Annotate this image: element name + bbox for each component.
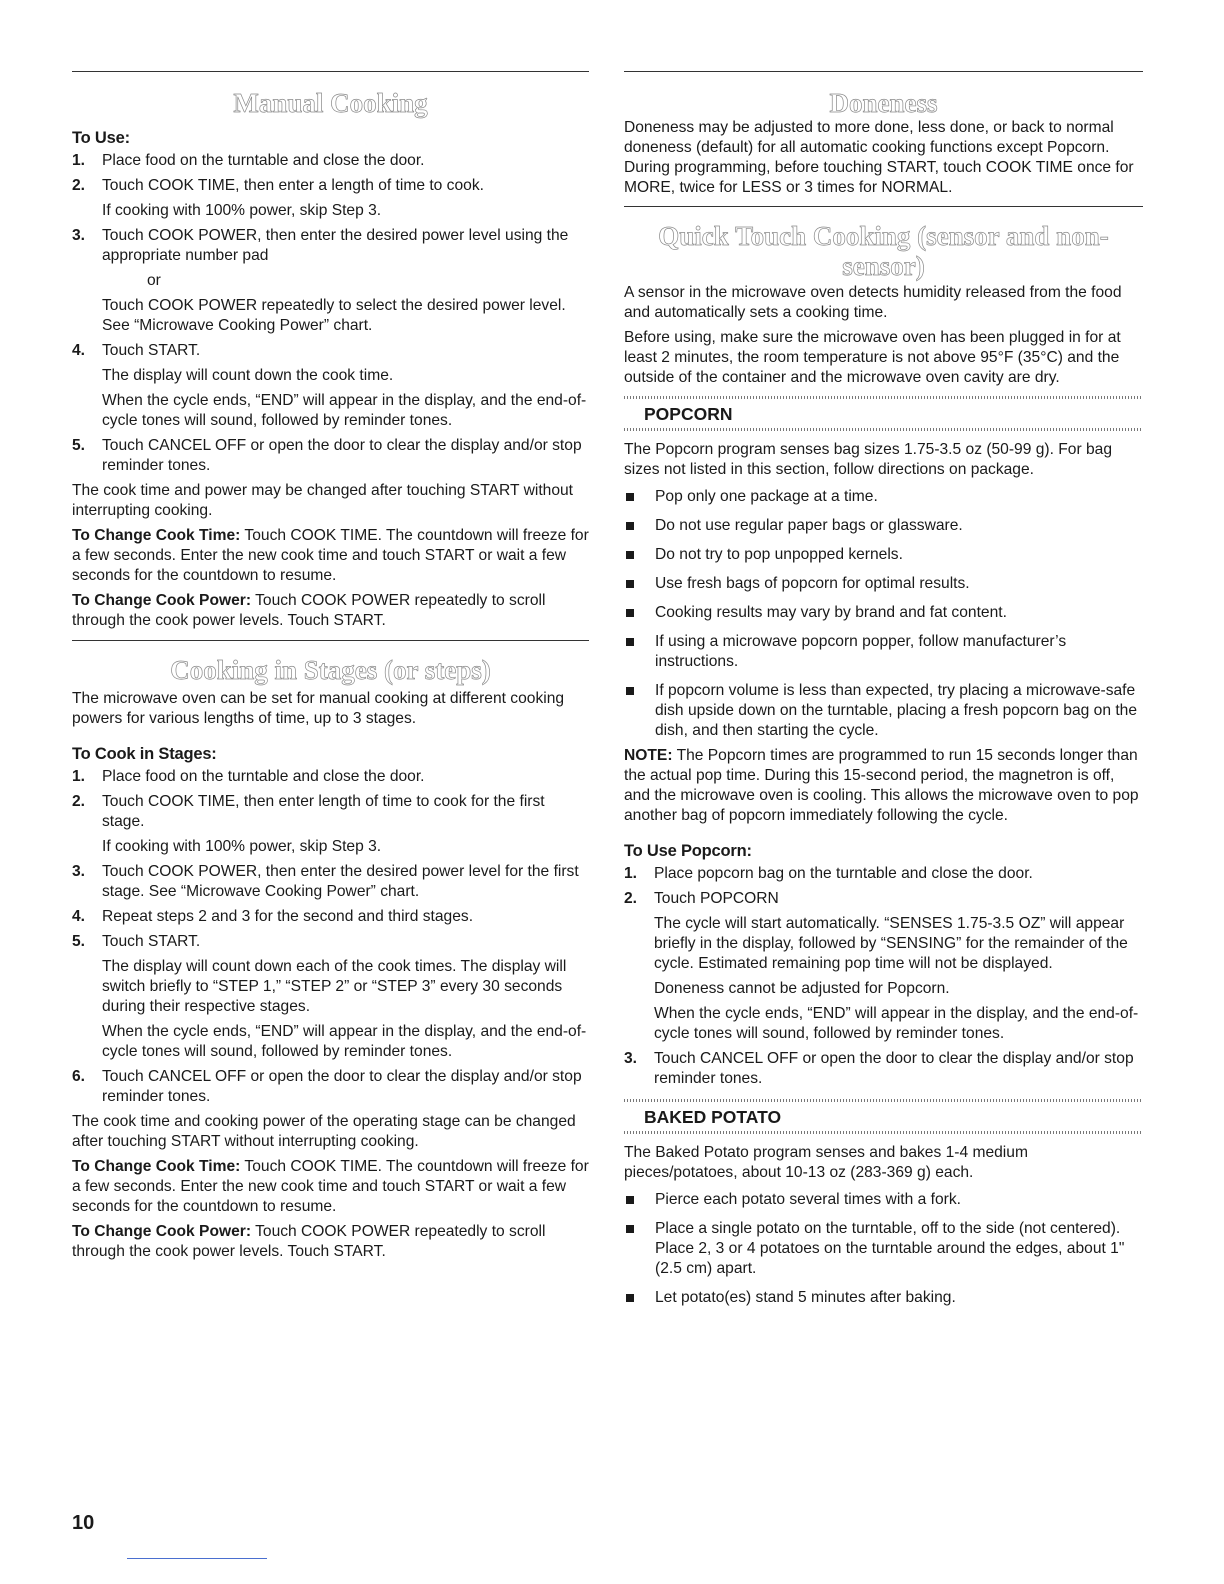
popcorn-steps-list [624,864,1143,1089]
cooking-in-stages-title: Cooking in Stages (or steps) [170,655,491,685]
section-divider [72,640,589,641]
list-item: 2. Touch COOK TIME, then enter length of time to cook for the first stage. If cooking with 100% power, skip Step 3. [72,793,545,855]
section-divider [624,71,1143,72]
paragraph: To Change Cook Time: Touch COOK TIME. The countdown will freeze for a few seconds. Enter the new cook time and touch START or wait a few seconds for the countdown to resume. [72,1158,589,1215]
list-item: Do not try to pop unpopped kernels. [624,545,1143,565]
dotted-divider [624,428,1143,431]
popcorn-heading: POPCORN [644,404,733,424]
section-divider [72,71,589,72]
paragraph: The Popcorn program senses bag sizes 1.75-3.5 oz (50-99 g). For bag sizes not listed in this section, follow directions on package. [624,441,1112,478]
paragraph: The Baked Potato program senses and bakes 1-4 medium pieces/potatoes, about 10-13 oz (283-369 g) each. [624,1144,1028,1181]
list-item: 2. Touch COOK TIME, then enter a length of time to cook. If cooking with 100% power, skip Step 3. [72,177,484,219]
list-item: 1. Place food on the turntable and close the door. [72,152,425,169]
list-item: 5. Touch CANCEL OFF or open the door to clear the display and/or stop reminder tones. [72,437,582,474]
doneness-title: Doneness [829,88,938,118]
right-column [624,71,1143,1317]
list-item: Use fresh bags of popcorn for optimal results. [624,574,1143,594]
bullet-icon [626,609,634,617]
list-item: Cooking results may vary by brand and fat content. [624,603,1143,623]
left-column [72,71,589,1267]
page-number: 10 [72,1512,95,1534]
stages-steps-list [72,767,589,1107]
footer-line [127,1558,267,1559]
list-item: 5. Touch START. The display will count down each of the cook times. The display will switch briefly to “STEP 1,” “STEP 2” or “STEP 3” every 30 seconds during their respective stages. When the cycle ends, “END” will appear in the display, and the end-of-cycle tones will sound, followed by reminder tones. [72,933,587,1060]
list-item: 3. Touch COOK POWER, then enter the desired power level for the first stage. See “Microwave Cooking Power” chart. [72,863,579,900]
list-item: 2. Touch POPCORN The cycle will start automatically. “SENSES 1.75-3.5 OZ” will appear briefly in the display, followed by “SENSING” for the remainder of the cycle. Estimated remaining pop time will not be displayed. Doneness cannot be adjusted for Popcorn. When the cycle ends, “END” will appear in the display, and the end-of-cycle tones will sound, followed by reminder tones. [624,890,1139,1042]
bullet-icon [626,522,634,530]
to-use-popcorn-heading: To Use Popcorn: [624,842,752,860]
quick-touch-cooking-title: Quick Touch Cooking (sensor and non-sensor) [658,221,1109,281]
list-item: Let potato(es) stand 5 minutes after baking. [624,1288,1143,1308]
list-item: 1. Place food on the turntable and close the door. [72,768,425,785]
baked-potato-heading: BAKED POTATO [644,1107,782,1127]
dotted-divider [624,1131,1143,1134]
paragraph: A sensor in the microwave oven detects humidity released from the food and automatically sets a cooking time. [624,284,1122,321]
potato-tips-list [624,1190,1143,1308]
list-item: If using a microwave popcorn popper, follow manufacturer’s instructions. [624,632,1143,672]
list-item: 4. Repeat steps 2 and 3 for the second and third stages. [72,908,474,925]
manual-steps-list [72,151,589,476]
paragraph: Before using, make sure the microwave oven has been plugged in for at least 2 minutes, the room temperature is not above 95°F (35°C) and the outside of the container and the microwave oven cavity are dry. [624,329,1121,386]
paragraph: To Change Cook Power: Touch COOK POWER repeatedly to scroll through the cook power levels. Touch START. [72,592,546,629]
list-item: Do not use regular paper bags or glassware. [624,516,1143,536]
paragraph: The cook time and power may be changed after touching START without interrupting cooking. [72,482,574,519]
section-divider [624,206,1143,207]
to-cook-in-stages-heading: To Cook in Stages: [72,745,217,763]
list-item: 3. Touch COOK POWER, then enter the desired power level using the appropriate number pad or Touch COOK POWER repeatedly to select the desired power level. See “Microwave Cooking Power” chart. [72,227,569,334]
bullet-icon [626,1225,634,1233]
bullet-icon [626,638,634,646]
list-item: 3. Touch CANCEL OFF or open the door to clear the display and/or stop reminder tones. [624,1050,1134,1087]
list-item: Pierce each potato several times with a fork. [624,1190,1143,1210]
bullet-icon [626,687,634,695]
paragraph: The microwave oven can be set for manual cooking at different cooking powers for various lengths of time, up to 3 stages. [72,690,565,727]
bullet-icon [626,551,634,559]
list-item: 4. Touch START. The display will count down the cook time. When the cycle ends, “END” will appear in the display, and the end-of-cycle tones will sound, followed by reminder tones. [72,342,587,429]
paragraph: To Change Cook Time: Touch COOK TIME. The countdown will freeze for a few seconds. Enter the new cook time and touch START or wait a few seconds for the countdown to resume. [72,527,589,584]
bullet-icon [626,493,634,501]
paragraph: To Change Cook Power: Touch COOK POWER repeatedly to scroll through the cook power levels. Touch START. [72,1223,546,1260]
list-item: Pop only one package at a time. [624,487,1143,507]
manual-cooking-title: Manual Cooking [233,88,428,118]
bullet-icon [626,1294,634,1302]
paragraph: NOTE: The Popcorn times are programmed to run 15 seconds longer than the actual pop time. During this 15-second period, the magnetron is off, and the microwave oven is cooling. This allows the microwave oven to pop another bag of popcorn immediately following the cycle. [624,747,1139,824]
bullet-icon [626,1196,634,1204]
to-use-heading: To Use: [72,129,130,147]
paragraph: The cook time and cooking power of the operating stage can be changed after touching START without interrupting cooking. [72,1113,576,1150]
list-item: If popcorn volume is less than expected, try placing a microwave-safe dish upside down on the turntable, placing a fresh popcorn bag on the dish, and then starting the cycle. [624,681,1143,741]
popcorn-tips-list [624,487,1143,741]
list-item: 6. Touch CANCEL OFF or open the door to clear the display and/or stop reminder tones. [72,1068,582,1105]
bullet-icon [626,580,634,588]
paragraph: Doneness may be adjusted to more done, less done, or back to normal doneness (default) for all automatic cooking functions except Popcorn. During programming, before touching START, touch COOK TIME once for MORE, twice for LESS or 3 times for NORMAL. [624,119,1134,196]
list-item: 1. Place popcorn bag on the turntable and close the door. [624,865,1033,882]
list-item: Place a single potato on the turntable, off to the side (not centered). Place 2, 3 or 4 potatoes on the turntable around the edges, about 1" (2.5 cm) apart. [624,1219,1143,1279]
